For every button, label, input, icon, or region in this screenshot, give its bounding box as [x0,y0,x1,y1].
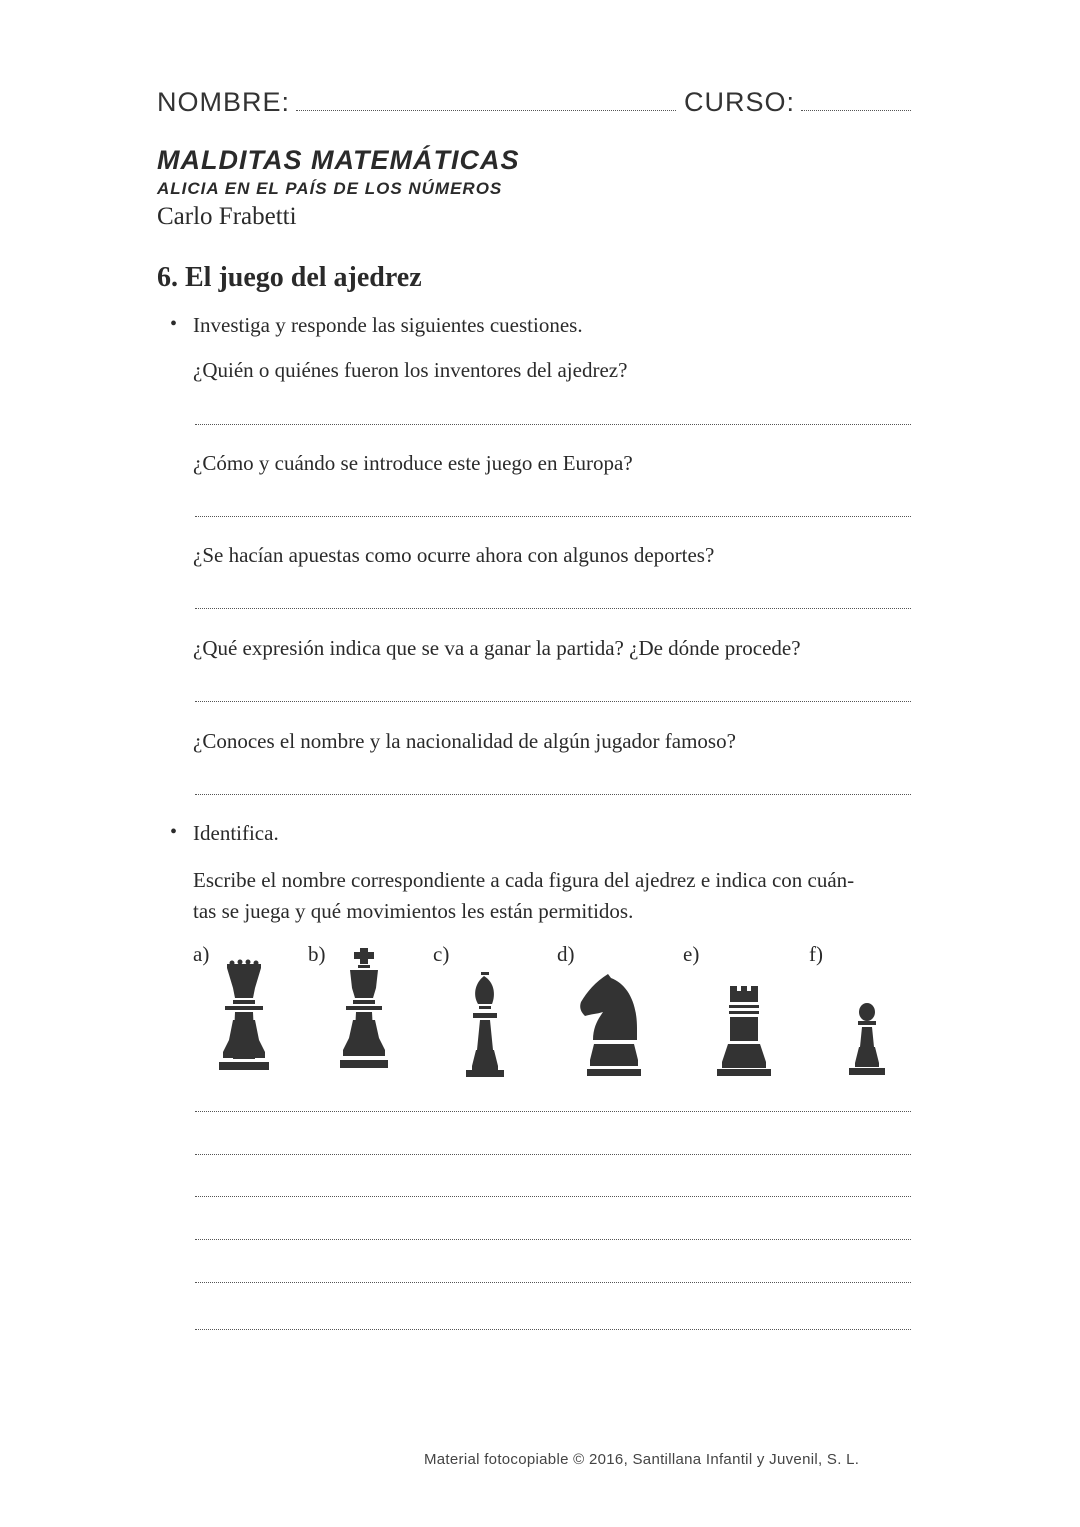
name-label: NOMBRE: [157,87,291,117]
question-4: ¿Qué expresión indica que se va a ganar la partida? ¿De dónde procede? [193,636,801,660]
answer-line-2[interactable] [195,516,911,517]
bullet-1: • [170,313,178,335]
identify-line-1[interactable] [195,1111,911,1112]
description-line-2: tas se juega y qué movimientos les están permitidos. [193,899,634,923]
course-label: CURSO: [684,87,796,117]
answer-line-4[interactable] [195,701,911,702]
question-5: ¿Conoces el nombre y la nacionalidad de algún jugador famoso? [193,729,736,753]
piece-label-c: c) [433,942,450,966]
piece-label-d: d) [557,942,575,966]
identify-line-6[interactable] [195,1329,911,1330]
question-2: ¿Cómo y cuándo se introduce este juego en Europa? [193,451,633,475]
instruction-2: Identifica. [193,821,279,845]
description-line-1: Escribe el nombre correspondiente a cada figura del ajedrez e indica con cuán- [193,868,855,892]
king-icon [336,948,392,1076]
book-author: Carlo Frabetti [157,203,297,230]
question-3: ¿Se hacían apuestas como ocurre ahora con algunos deportes? [193,543,715,567]
rook-icon [714,986,774,1076]
question-1: ¿Quién o quiénes fueron los inventores del ajedrez? [193,358,628,382]
footer-copyright: Material fotocopiable © 2016, Santillana Infantil y Juvenil, S. L. [424,1451,860,1468]
header-row [157,84,913,118]
answer-line-1[interactable] [195,424,911,425]
answer-line-5[interactable] [195,794,911,795]
piece-label-f: f) [809,942,823,966]
section-title: 6. El juego del ajedrez [157,262,422,293]
piece-label-a: a) [193,942,210,966]
instruction-1: Investiga y responde las siguientes cuestiones. [193,313,583,337]
book-title: MALDITAS MATEMÁTICAS [157,145,520,175]
identify-line-2[interactable] [195,1154,911,1155]
piece-label-b: b) [308,942,326,966]
identify-line-4[interactable] [195,1239,911,1240]
knight-icon [578,972,644,1076]
answer-line-3[interactable] [195,608,911,609]
identify-line-5[interactable] [195,1282,911,1283]
queen-icon [216,958,272,1076]
book-subtitle: ALICIA EN EL PAÍS DE LOS NÚMEROS [157,179,503,198]
course-field[interactable] [801,110,911,111]
pawn-icon [846,1002,888,1076]
piece-label-e: e) [683,942,700,966]
bullet-2: • [170,821,178,843]
identify-line-3[interactable] [195,1196,911,1197]
name-field[interactable] [296,110,676,111]
bishop-icon [462,972,508,1078]
